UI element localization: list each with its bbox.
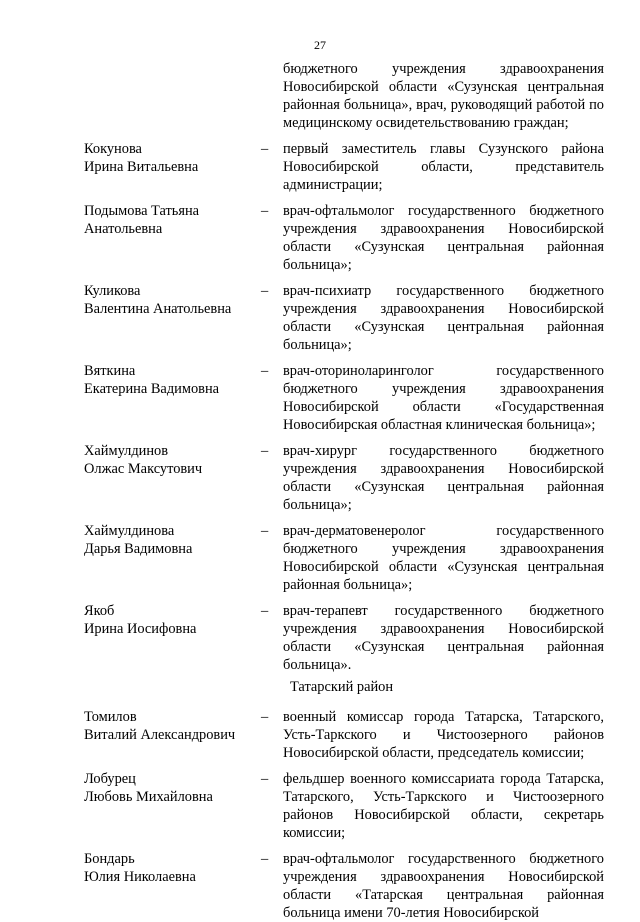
- member-name: [84, 770, 261, 806]
- commission-list-suzun: [84, 132, 604, 674]
- member-entry: [84, 202, 604, 274]
- member-entry: [84, 770, 604, 842]
- dash: –: [261, 523, 269, 539]
- member-name: [84, 602, 261, 638]
- member-entry: [84, 282, 604, 354]
- dash: –: [261, 603, 269, 619]
- member-first-name: Виталий Александрович: [84, 727, 236, 743]
- member-name: [84, 202, 261, 238]
- member-last-name: Бондарь: [84, 851, 135, 867]
- member-first-name: Анатольевна: [84, 221, 163, 237]
- member-position: военный комиссар города Татарска, Татарского, Усть-Таркского и Чистоозерного районов Новосибирской области, председатель комиссии;: [283, 709, 604, 761]
- member-last-name: Подымова Татьяна: [84, 203, 200, 219]
- member-name: [84, 362, 261, 398]
- member-entry: [84, 602, 604, 674]
- member-name: [84, 522, 261, 558]
- member-position: врач-дерматовенеролог государственного бюджетного учреждения здравоохранения Новосибирской области «Сузунская центральная районная больница»;: [283, 523, 604, 593]
- member-entry: [84, 362, 604, 434]
- member-position: врач-психиатр государственного бюджетного учреждения здравоохранения Новосибирской области «Сузунская центральная районная больница»;: [283, 283, 604, 353]
- document-body: [84, 60, 604, 922]
- district-heading: Татарский район: [290, 679, 394, 695]
- member-name: [84, 442, 261, 478]
- continuation-entry: [84, 60, 604, 132]
- member-name: [84, 708, 261, 744]
- member-first-name: Олжас Максутович: [84, 461, 203, 477]
- member-name: [84, 140, 261, 176]
- continuation-text: бюджетного учреждения здравоохранения Новосибирской области «Сузунская центральная районная больница», врач, руководящий работой по медицинскому освидетельствованию граждан;: [283, 61, 604, 131]
- member-position: врач-офтальмолог государственного бюджетного учреждения здравоохранения Новосибирской области «Татарская центральная районная больница имени 70-летия Новосибирской: [283, 851, 604, 921]
- member-entry: [84, 522, 604, 594]
- dash: –: [261, 283, 269, 299]
- commission-list-tatarsk: [84, 700, 604, 922]
- member-entry: [84, 708, 604, 762]
- member-last-name: Хаймулдинова: [84, 523, 175, 539]
- member-entry: [84, 850, 604, 922]
- member-last-name: Томилов: [84, 709, 137, 725]
- member-last-name: Якоб: [84, 603, 115, 619]
- dash: –: [261, 363, 269, 379]
- member-first-name: Екатерина Вадимовна: [84, 381, 220, 397]
- member-first-name: Юлия Николаевна: [84, 869, 196, 885]
- member-last-name: Куликова: [84, 283, 141, 299]
- dash: –: [261, 851, 269, 867]
- member-last-name: Вяткина: [84, 363, 136, 379]
- member-position: фельдшер военного комиссариата города Татарска, Татарского, Усть-Таркского и Чистоозерного районов Новосибирской области, секретарь комиссии;: [283, 771, 604, 841]
- member-first-name: Валентина Анатольевна: [84, 301, 232, 317]
- member-name: [84, 850, 261, 886]
- dash: –: [261, 709, 269, 725]
- member-entry: [84, 140, 604, 194]
- member-first-name: Любовь Михайловна: [84, 789, 213, 805]
- member-name: [84, 282, 261, 318]
- member-first-name: Дарья Вадимовна: [84, 541, 193, 557]
- member-position: первый заместитель главы Сузунского района Новосибирской области, представитель администрации;: [283, 141, 604, 193]
- dash: –: [261, 443, 269, 459]
- page-number: 27: [314, 38, 326, 52]
- member-first-name: Ирина Иосифовна: [84, 621, 197, 637]
- member-last-name: Лобурец: [84, 771, 136, 787]
- member-entry: [84, 442, 604, 514]
- member-position: врач-офтальмолог государственного бюджетного учреждения здравоохранения Новосибирской области «Сузунская центральная районная больница»;: [283, 203, 604, 273]
- member-last-name: Хаймулдинов: [84, 443, 169, 459]
- member-position: врач-хирург государственного бюджетного учреждения здравоохранения Новосибирской области «Сузунская центральная районная больница»;: [283, 443, 604, 513]
- member-position: врач-оториноларинголог государственного бюджетного учреждения здравоохранения Новосибирской области «Государственная Новосибирская областная клиническая больница»;: [283, 363, 604, 433]
- member-first-name: Ирина Витальевна: [84, 159, 199, 175]
- member-position: врач-терапевт государственного бюджетного учреждения здравоохранения Новосибирской области «Сузунская центральная районная больница».: [283, 603, 604, 673]
- dash: –: [261, 141, 269, 157]
- dash: –: [261, 203, 269, 219]
- dash: –: [261, 771, 269, 787]
- member-last-name: Кокунова: [84, 141, 142, 157]
